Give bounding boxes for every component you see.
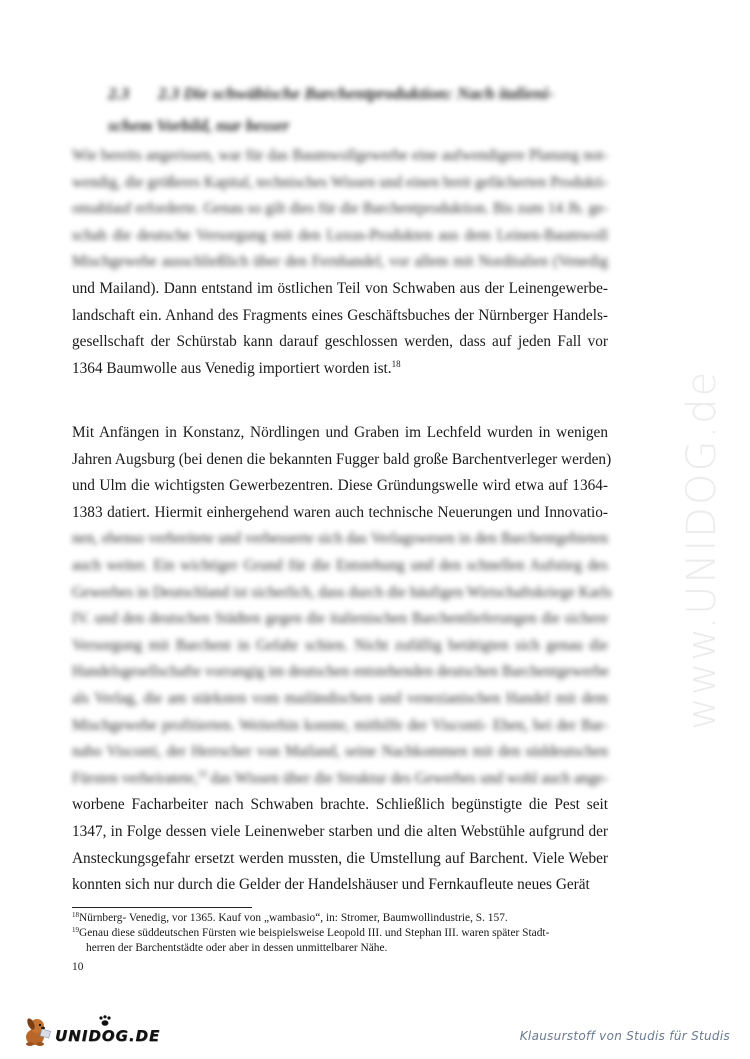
text-line: und Mailand). Dann entstand im östlichen Teil von Schwaben aus der Leinengewerbe- [72,279,608,297]
section-heading [108,78,608,142]
text-line: auch weiter. Ein wichtiger Grund für die Entstehung und den schnellen Aufstieg des [72,556,608,574]
footnote-text: Nürnberg- Venedig, vor 1365. Kauf von „wambasio“, in: Stromer, Baumwollindustrie, S. 157. [79,912,508,924]
footnote-19 [72,926,612,941]
page-number: 10 [72,961,84,973]
text-line: konnten sich nur durch die Gelder der Handelshäuser und Fernkaufleute neues Gerät [72,876,590,894]
footnote-18 [72,911,612,926]
text-line: gesellschaft der Schürstab kann darauf geschlossen werden, dass auf jeden Fall vor [72,333,608,351]
text-line: IV. und den deutschen Städten gegen die italienischen Barchentlieferungen die sichere [72,610,608,628]
text-line: worbene Facharbeiter nach Schwaben brachte. Schließlich begünstigte die Pest seit [72,796,608,814]
tagline: Klausurstoff von Studis für Studis [519,1029,730,1043]
text-line: schah die deutsche Versorgung mit den Luxus-Produkten aus dem Leinen-Baumwoll [72,226,608,244]
heading-title-part-1: 2.3 Die schwäbische Barchentproduktion: Nach italieni- [158,84,554,103]
footnote-19-continuation: herren der Barchentstädte oder aber in dessen unmittelbarer Nähe. [86,942,388,954]
footnote-number: 19 [72,926,79,934]
text-line: 1364 Baumwolle aus Venedig importiert worden ist.$^{18}$ [72,358,401,377]
footnote-number: 18 [72,911,79,919]
text-line: Gewerbes in Deutschland ist sicherlich, dass durch die häufigen Wirtschaftskriege Karls [72,583,612,601]
text-line: als Verlag, die am stärksten vom mailändischen und venezianischen Handel mit dem [72,689,608,707]
text-line: Versorgung mit Barchent in Gefahr schien. Nicht zufällig betätigten sich genau die [72,636,608,654]
text-line: Mischgewebe ausschließlich über den Fernhandel, vor allem mit Norditalien (Venedig [72,253,608,271]
text-line: wendig, die größeres Kapital, technisches Wissen und einen breit gefächerten Produkti- [72,173,608,191]
text-line: Mischgewebe profitierten. Weiterhin konnte, mithilfe der Visconti- Ehen, bei der Bar- [72,716,608,734]
paw-icon [98,1015,112,1027]
footnote-reference[interactable]: 19 [197,768,207,779]
text-line: nabo Visconti, der Herrscher von Mailand, seine Nachkommen mit den süddeutschen [72,743,608,761]
text-line: Fürsten verheiratete,$^{19}$ das Wissen über die Struktur des Gewerbes und wohl auch ange- [72,768,608,787]
paragraph-1 [72,143,608,382]
text-line: Jahren Augsburg (bei denen die bekannten Fugger bald große Barchentverleger werden) [72,450,612,468]
text-line: Ansteckungsgefahr ersetzt werden mussten, die Umstellung auf Barchent. Viele Weber [72,849,608,867]
heading-line-2: schem Vorbild, nur besser [108,116,290,135]
footnote-text: Genau diese süddeutschen Fürsten wie beispielsweise Leopold III. und Stephan III. waren später Stadt- [79,927,550,939]
text-line: landschaft ein. Anhand des Fragments eines Geschäftsbuches der Nürnberger Handels- [72,306,608,324]
text-line: Mit Anfängen in Konstanz, Nördlingen und Graben im Lechfeld wurden in wenigen [72,424,608,441]
footnotes [72,911,612,956]
text-line: 1383 datiert. Hiermit einhergehend waren auch technische Neuerungen und Innovatio- [72,503,608,521]
text-line: onsablauf erforderte. Genau so gilt dies für die Barchentproduktion. Bis zum 14 Jh. ge- [72,200,608,218]
heading-line-1 [108,78,608,110]
logo-text: UNIDOG.DE [55,1027,161,1045]
footnote-separator [72,907,252,908]
text-line: Wie bereits angerissen, war für das Baumwollgewerbe eine aufwendigere Planung not- [72,147,608,164]
footnote-reference[interactable]: 18 [391,358,401,369]
text-line: Handelsgesellschafte vorrangig im deutschen entstehenden deutschen Barchentgewerbe [72,663,609,681]
text-line: und Ulm die wichtigsten Gewerbezentren. Diese Gründungswelle wird etwa auf 1364- [72,477,608,495]
text-line: 1347, in Folge dessen viele Leinenweber starben und die alten Webstühle aufgrund der [72,822,608,840]
heading-number: 2.3 [108,84,130,103]
unidog-logo[interactable] [22,1015,162,1047]
dog-mascot-icon [22,1015,54,1047]
text-line: nen, ebenso verbreitete und verbesserte sich das Verlagswesen in den Barchentgebieten [72,530,608,548]
watermark: www.UNIDOG.de [679,369,725,730]
paragraph-2 [72,420,612,899]
